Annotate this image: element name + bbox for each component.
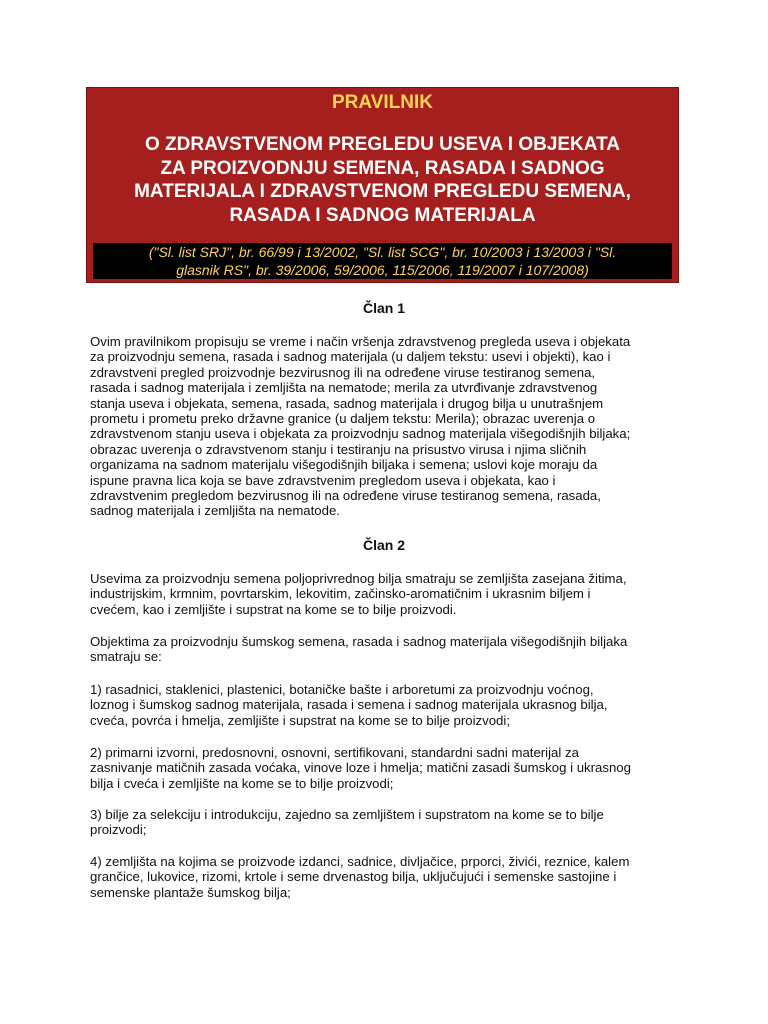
article-2-paragraph-1: Usevima za proizvodnju semena poljoprivrednog bilja smatraju se zemljišta zasejana žitima, industrijskim, krmnim, povrtarskim, lekovitim, začinsko-aromatičnim i ukrasnim biljem i cvećem, kao i zemljište i supstrat na kome se to bilje proizvodi. <box>90 571 627 617</box>
document-title: PRAVILNIK <box>332 92 433 113</box>
article-2-item-4: 4) zemljišta na kojima se proizvode izdanci, sadnice, divljačice, prporci, živići, reznice, kalem grančice, lukovice, rizomi, krtole i seme drvenastog bilja, uključujući i semenske sastojine i semenske plantaže šumskog bilja; <box>90 854 630 900</box>
article-2-heading: Član 2 <box>362 537 405 553</box>
article-2-item-2: 2) primarni izvorni, predosnovni, osnovni, sertifikovani, standardni sadni materijal za zasnivanje matičnih zasada voćaka, vinove loze i hmelja; matični zasadi šumskog i ukrasnog bilja i cveća i zemljište na kome se to bilje proizvodi; <box>90 745 631 791</box>
title-box <box>86 87 679 283</box>
article-2-paragraph-2: Objektima za proizvodnju šumskog semena, rasada i sadnog materijala višegodišnjih biljaka smatraju se: <box>90 634 628 665</box>
document-subtitle: O ZDRAVSTVENOM PREGLEDU USEVA I OBJEKATA ZA PROIZVODNJU SEMENA, RASADA I SADNOG MATERIJALA I ZDRAVSTVENOM PREGLEDU SEMENA, RASADA I SADNOG MATERIJALA <box>134 134 631 226</box>
article-2-item-1: 1) rasadnici, staklenici, plastenici, botaničke bašte i arboretumi za proizvodnju voćnog, loznog i šumskog sadnog materijala, rasada i semena i sadnog materijala ukrasnog bilja, cveća, povrća i hmelja, zemljište i supstrat na kome se to bilje proizvodi; <box>90 682 608 728</box>
gazette-reference: ("Sl. list SRJ", br. 66/99 i 13/2002, "Sl. list SCG", br. 10/2003 i 13/2003 i "Sl. glasnik RS", br. 39/2006, 59/2006, 115/2006, 119/2007 i 107/2008) <box>93 243 672 279</box>
article-2-item-3: 3) bilje za selekciju i introdukciju, zajedno sa zemljištem i supstratom na kome se to bilje proizvodi; <box>90 807 604 838</box>
article-1-heading: Član 1 <box>362 300 405 316</box>
article-1-text: Ovim pravilnikom propisuju se vreme i način vršenja zdravstvenog pregleda useva i objekata za proizvodnju semena, rasada i sadnog materijala (u daljem tekstu: usevi i objekti), kao i zdravstveni pregled proizvodnje bezvirusnog ili na određene viruse testiranog semena, rasada i sadnog materijala i zemljišta na nematode; merila za utvrđivanje zdravstvenog stanja useva i objekata, semena, rasada, sadnog materijala i drugog bilja u unutrašnjem prometu i prometu preko državne granice (u daljem tekstu: Merila); obrazac uverenja o zdravstvenom stanju useva i objekata za proizvodnju sadnog materijala višegodišnjih biljaka; obrazac uverenja o zdravstvenom stanju i testiranju na prisustvo virusa i njima sličnih organizama na sadnom materijalu višegodišnjih biljaka i semena; uslovi koje moraju da ispune pravna lica koja se bave zdravstvenim pregledom useva i objekata, kao i zdravstvenim pregledom bezvirusnog ili na određene viruse testiranog semena, rasada, sadnog materijala i zemljišta na nematode. <box>90 334 631 519</box>
